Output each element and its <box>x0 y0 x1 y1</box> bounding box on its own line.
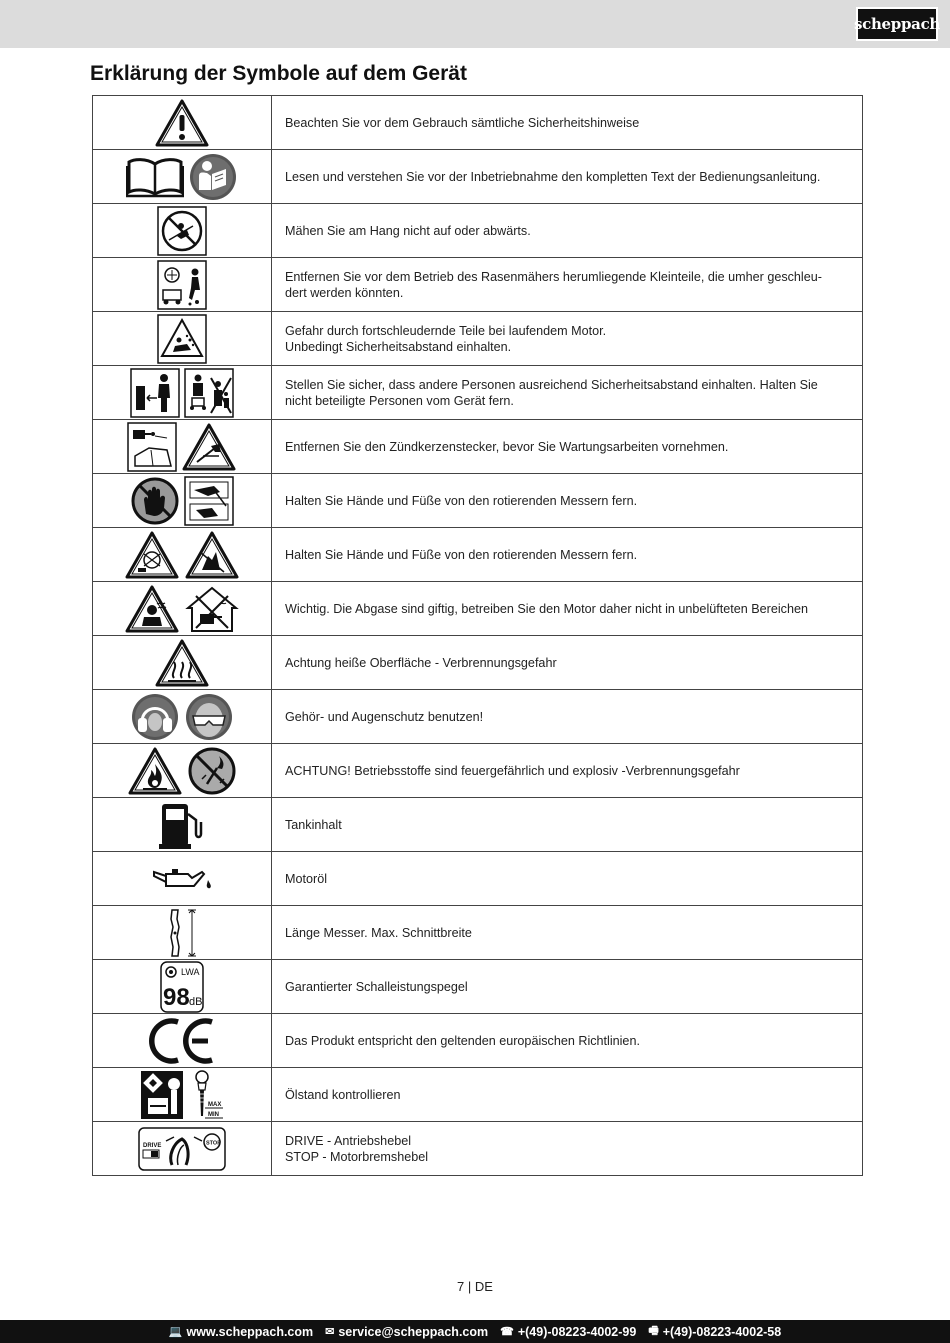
footer-phone-text: +(49)-08223-4002-99 <box>517 1324 637 1339</box>
symbol-icon-cell <box>93 744 272 798</box>
symbol-description <box>272 204 863 258</box>
safety-distance-icon <box>130 368 180 418</box>
keep-bystanders-away-icon <box>184 368 234 418</box>
description-line: Gefahr durch fortschleudernde Teile bei laufendem Motor. <box>285 323 607 338</box>
oil-level-check-icon <box>140 1070 184 1120</box>
symbol-description <box>272 258 863 312</box>
symbol-row <box>93 312 863 366</box>
ce-mark-icon <box>146 1016 218 1066</box>
min-label: MIN <box>208 1111 219 1118</box>
description-line: Garantierter Schalleistungspegel <box>285 979 468 994</box>
symbol-description <box>272 1014 863 1068</box>
remove-debris-icon <box>157 260 207 310</box>
symbol-icon-cell <box>93 798 272 852</box>
page-title: Erklärung der Symbole auf dem Gerät <box>90 62 467 85</box>
oil-can-icon <box>150 864 214 894</box>
flying-objects-icon <box>157 314 207 364</box>
lwa-label: LWA <box>181 966 200 977</box>
symbol-row <box>93 1014 863 1068</box>
symbol-icon-cell <box>93 420 272 474</box>
description-line: Ölstand kontrollieren <box>285 1087 401 1102</box>
symbol-icon-cell <box>93 366 272 420</box>
symbol-description <box>272 960 863 1014</box>
top-bar <box>0 0 950 48</box>
symbol-description <box>272 582 863 636</box>
symbol-row <box>93 1122 863 1176</box>
description-line: Motoröl <box>285 871 327 886</box>
drive-label: DRIVE <box>143 1142 162 1149</box>
symbol-row <box>93 258 863 312</box>
description-line: Unbedingt Sicherheitsabstand einhalten. <box>285 339 512 354</box>
symbol-row <box>93 744 863 798</box>
symbol-row <box>93 96 863 150</box>
symbol-description <box>272 690 863 744</box>
symbol-row <box>93 906 863 960</box>
symbol-row <box>93 366 863 420</box>
symbol-description <box>272 528 863 582</box>
footer-phone[interactable] <box>500 1325 636 1339</box>
symbol-description <box>272 798 863 852</box>
symbol-description <box>272 906 863 960</box>
flammable-warning-icon <box>127 746 183 796</box>
symbol-icon-cell <box>93 204 272 258</box>
description-line: ACHTUNG! Betriebsstoffe sind feuergefährlich und explosiv -Verbrennungsgefahr <box>285 763 740 778</box>
computer-icon: 💻 <box>168 1326 183 1338</box>
symbol-row <box>93 528 863 582</box>
symbol-description <box>272 1068 863 1122</box>
description-line: Stellen Sie sicher, dass andere Personen ausreichend Sicherheitsabstand einhalten. Halten Sie <box>285 377 818 392</box>
symbol-row <box>93 420 863 474</box>
symbol-icon-cell <box>93 1068 272 1122</box>
phone-icon: ☎ <box>500 1326 514 1338</box>
symbol-row <box>93 582 863 636</box>
symbol-icon-cell <box>93 258 272 312</box>
symbol-row <box>93 636 863 690</box>
symbol-row <box>93 474 863 528</box>
drive-stop-lever-icon <box>138 1127 226 1171</box>
description-line: Halten Sie Hände und Füße von den rotierenden Messern fern. <box>285 493 638 508</box>
description-line: Länge Messer. Max. Schnittbreite <box>285 925 472 940</box>
read-manual-icon <box>188 152 238 202</box>
symbol-description <box>272 852 863 906</box>
open-manual-icon <box>126 156 184 198</box>
symbol-icon-cell <box>93 150 272 204</box>
symbol-description <box>272 96 863 150</box>
symbol-description <box>272 420 863 474</box>
footer-bar <box>0 1320 950 1343</box>
symbol-icon-cell <box>93 96 272 150</box>
symbol-icon-cell <box>93 312 272 366</box>
symbol-description <box>272 312 863 366</box>
footer-web-text: www.scheppach.com <box>186 1324 314 1339</box>
footer-email[interactable] <box>325 1325 488 1339</box>
footer-email-text: service@scheppach.com <box>338 1324 489 1339</box>
db-value: 98 <box>163 983 190 1011</box>
symbol-row <box>93 204 863 258</box>
symbol-icon-cell <box>93 1122 272 1176</box>
description-line: Entfernen Sie vor dem Betrieb des Rasenmähers herumliegende Kleinteile, die umher geschleu- <box>285 269 822 284</box>
sound-power-icon <box>160 961 204 1013</box>
fax-icon: 🖷 <box>648 1325 659 1337</box>
dipstick-icon <box>188 1070 224 1120</box>
hand-blade-warning-icon <box>184 530 240 580</box>
warning-exclamation-icon <box>154 98 210 148</box>
foot-blade-warning-icon <box>124 530 180 580</box>
max-label: MAX <box>208 1101 222 1108</box>
symbol-icon-cell <box>93 1014 272 1068</box>
description-line: Lesen und verstehen Sie vor der Inbetriebnahme den kompletten Text der Bedienungsanleitung. <box>285 169 821 184</box>
symbol-row <box>93 852 863 906</box>
spark-plug-warning-icon <box>181 422 237 472</box>
hot-surface-icon <box>154 638 210 688</box>
description-line: Entfernen Sie den Zündkerzenstecker, bevor Sie Wartungsarbeiten vornehmen. <box>285 439 729 454</box>
description-line: Wichtig. Die Abgase sind giftig, betreiben Sie den Motor daher nicht in unbelüfteten Bereichen <box>285 601 808 616</box>
description-line: Tankinhalt <box>285 817 342 832</box>
symbol-description <box>272 744 863 798</box>
symbol-row <box>93 690 863 744</box>
symbol-description <box>272 1122 863 1176</box>
db-unit: dB <box>189 995 203 1008</box>
footer-fax <box>648 1322 781 1341</box>
stop-label: STOP <box>206 1140 221 1146</box>
eye-protection-icon <box>184 692 234 742</box>
description-line: Mähen Sie am Hang nicht auf oder abwärts. <box>285 223 531 238</box>
symbol-table <box>92 95 863 1176</box>
no-slope-mowing-icon <box>157 206 207 256</box>
symbol-icon-cell <box>93 636 272 690</box>
symbol-description <box>272 636 863 690</box>
description-line: Beachten Sie vor dem Gebrauch sämtliche Sicherheitshinweise <box>285 115 640 130</box>
footer-fax-text: +(49)-08223-4002-58 <box>662 1324 782 1339</box>
symbol-icon-cell <box>93 528 272 582</box>
page-number: 7 | DE <box>457 1279 493 1294</box>
scheppach-logo: scheppach <box>856 7 938 41</box>
description-line: dert werden könnten. <box>285 285 404 300</box>
description-line: DRIVE - Antriebshebel <box>285 1133 411 1148</box>
description-line: Gehör- und Augenschutz benutzen! <box>285 709 484 724</box>
no-indoor-operation-icon <box>184 584 240 634</box>
symbol-icon-cell <box>93 582 272 636</box>
symbol-row <box>93 1068 863 1122</box>
mail-icon: ✉ <box>325 1326 335 1338</box>
symbol-icon-cell <box>93 690 272 744</box>
hand-blade-icon <box>184 476 234 526</box>
description-line: STOP - Motorbremshebel <box>285 1149 429 1164</box>
ear-protection-icon <box>130 692 180 742</box>
symbol-icon-cell <box>93 474 272 528</box>
symbol-description <box>272 150 863 204</box>
symbol-description <box>272 366 863 420</box>
blade-length-icon <box>162 907 202 959</box>
description-line: nicht beteiligte Personen vom Gerät fern. <box>285 393 514 408</box>
description-line: Halten Sie Hände und Füße von den rotierenden Messern fern. <box>285 547 638 562</box>
symbol-row <box>93 798 863 852</box>
description-line: Das Produkt entspricht den geltenden europäischen Richtlinien. <box>285 1033 640 1048</box>
symbol-description <box>272 474 863 528</box>
spark-plug-manual-icon <box>127 422 177 472</box>
no-open-flame-icon <box>187 746 237 796</box>
symbol-icon-cell <box>93 960 272 1014</box>
footer-web[interactable] <box>169 1325 313 1339</box>
description-line: Achtung heiße Oberfläche - Verbrennungsgefahr <box>285 655 557 670</box>
symbol-icon-cell <box>93 852 272 906</box>
fuel-pump-icon <box>158 800 206 850</box>
toxic-fumes-warning-icon <box>124 584 180 634</box>
symbol-row <box>93 150 863 204</box>
symbol-row <box>93 960 863 1014</box>
symbol-icon-cell <box>93 906 272 960</box>
no-hands-icon <box>130 476 180 526</box>
